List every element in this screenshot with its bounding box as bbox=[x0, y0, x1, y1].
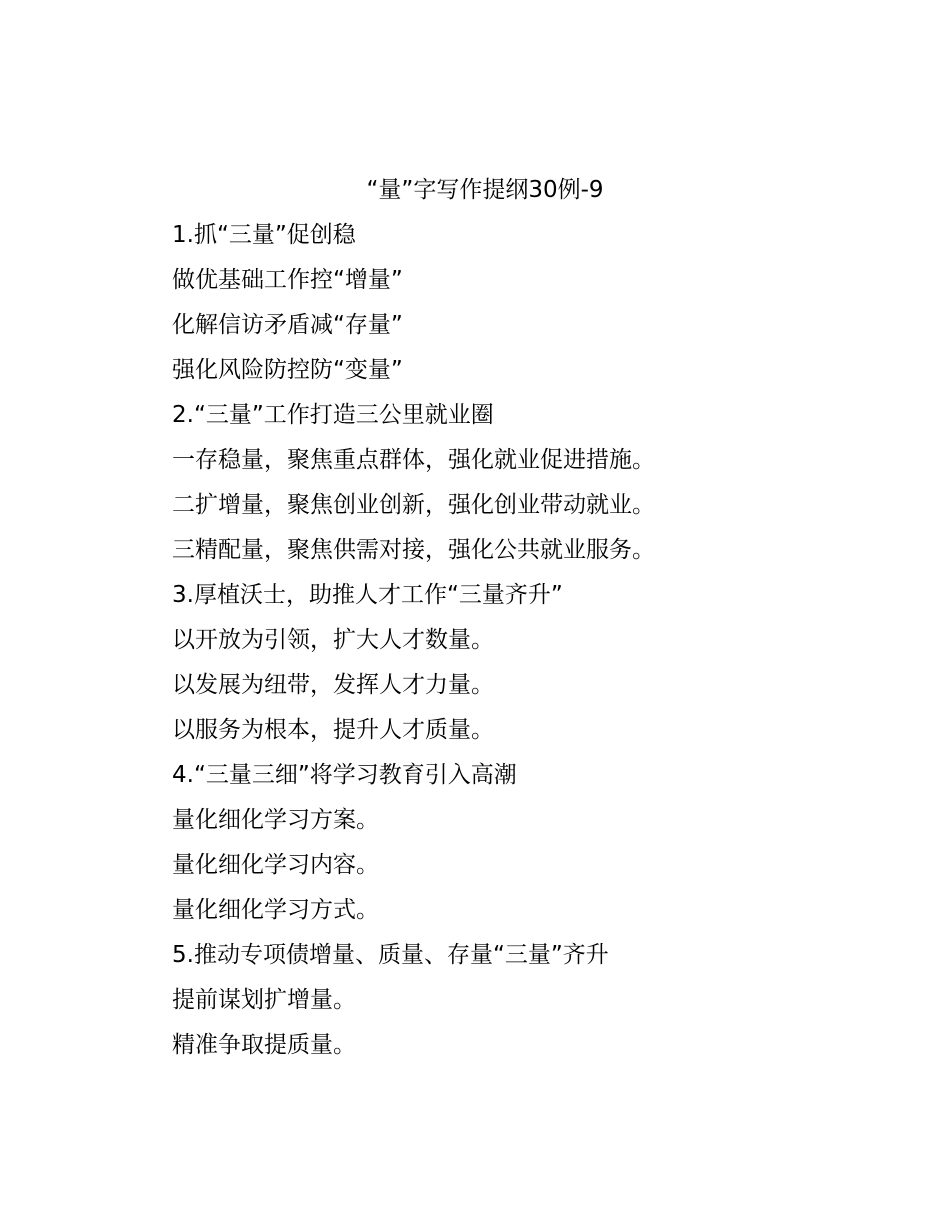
text-line: 量化细化学习方式。 bbox=[172, 897, 379, 923]
text-line: 以发展为纽带，发挥人才力量。 bbox=[172, 672, 494, 698]
text-line: 化解信访矛盾减“存量” bbox=[172, 312, 403, 338]
text-line: 做优基础工作控“增量” bbox=[172, 267, 403, 293]
text-line: 以服务为根本，提升人才质量。 bbox=[172, 717, 494, 743]
section-heading-5: 5.推动专项债增量、质量、存量“三量”齐升 bbox=[172, 942, 609, 968]
text-line: 二扩增量，聚焦创业创新，强化创业带动就业。 bbox=[172, 492, 655, 518]
document-body bbox=[172, 216, 872, 1071]
text-line: 以开放为引领，扩大人才数量。 bbox=[172, 627, 494, 653]
text-line: 量化细化学习方案。 bbox=[172, 807, 379, 833]
text-line: 强化风险防控防“变量” bbox=[172, 357, 403, 383]
text-line: 精准争取提质量。 bbox=[172, 1032, 356, 1058]
text-line: 一存稳量，聚焦重点群体，强化就业促进措施。 bbox=[172, 447, 655, 473]
text-line: 三精配量，聚焦供需对接，强化公共就业服务。 bbox=[172, 537, 655, 563]
section-heading-2: 2.“三量”工作打造三公里就业圈 bbox=[172, 402, 494, 428]
section-heading-4: 4.“三量三细”将学习教育引入高潮 bbox=[172, 762, 517, 788]
text-line: 提前谋划扩增量。 bbox=[172, 987, 356, 1013]
section-heading-3: 3.厚植沃士，助推人才工作“三量齐升” bbox=[172, 582, 563, 608]
section-heading-1: 1.抓“三量”促创稳 bbox=[172, 222, 356, 248]
document-title: “量”字写作提纲30例-9 bbox=[366, 177, 604, 203]
text-line: 量化细化学习内容。 bbox=[172, 852, 379, 878]
